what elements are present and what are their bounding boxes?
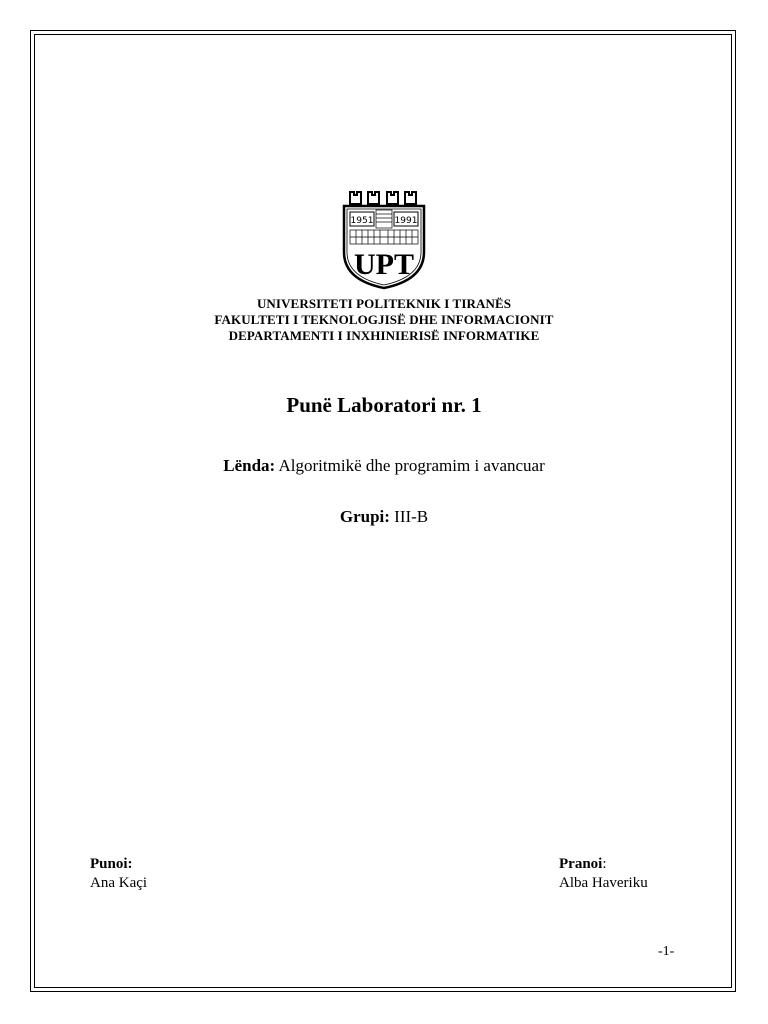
received-by-name: Alba Haveriku — [559, 875, 648, 891]
submitted-by-name: Ana Kaçi — [90, 875, 148, 891]
subject-value: Algoritmikë dhe programim i avancuar — [278, 456, 545, 475]
faculty-name: FAKULTETI I TEKNOLOGJISË DHE INFORMACIONIT — [214, 312, 554, 327]
page-number: -1- — [658, 944, 675, 959]
university-name: UNIVERSITETI POLITEKNIK I TIRANËS — [256, 296, 512, 311]
group-label: Grupi: — [339, 507, 390, 526]
received-by-label: Pranoi — [559, 856, 603, 872]
submitted-by-block — [90, 855, 147, 893]
upt-logo — [340, 190, 428, 290]
subject-label: Lënda: — [223, 456, 276, 475]
logo-text: UPT — [354, 248, 414, 281]
institution-header — [0, 296, 768, 344]
submitted-by-label: Punoi: — [90, 856, 133, 872]
received-by-block — [559, 855, 648, 893]
group-line — [0, 506, 768, 528]
logo-year-right: 1991 — [394, 216, 418, 226]
department-name: DEPARTAMENTI I INXHINIERISË INFORMATIKE — [228, 328, 540, 343]
received-by-colon: : — [602, 856, 607, 872]
subject-line — [0, 455, 768, 477]
document-title: Punë Laboratori nr. 1 — [286, 393, 482, 417]
logo-year-left: 1951 — [350, 216, 374, 226]
logo-towers — [350, 192, 416, 204]
group-value: III-B — [394, 507, 429, 526]
